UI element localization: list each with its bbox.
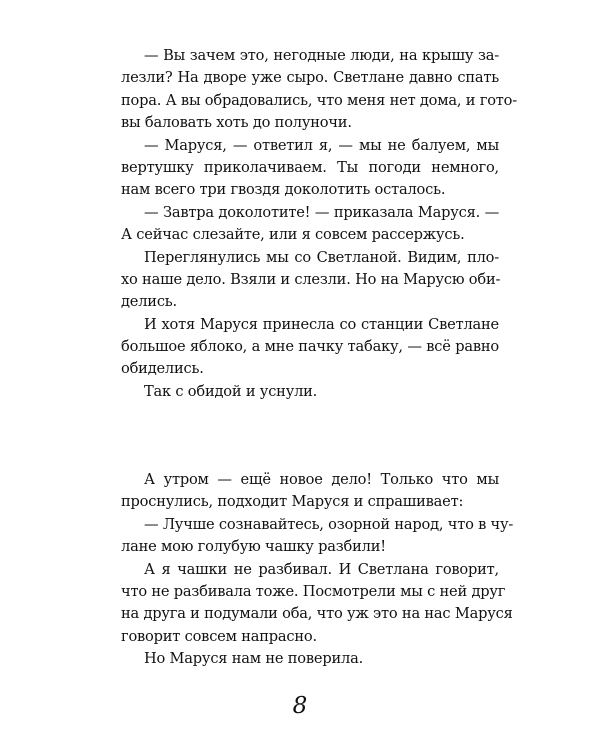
text-line: Так с обидой и уснули.: [144, 382, 318, 400]
text-line: — Маруся, — ответил я, — мы не балуем, мы: [144, 136, 499, 154]
text-line: хо наше дело. Взяли и слезли. Но на Марусю оби-: [121, 270, 501, 288]
text-line: вертушку приколачиваем. Ты погоди немного,: [121, 158, 499, 176]
text-line: говорит совсем напрасно.: [121, 627, 317, 645]
text-line: А я чашки не разбивал. И Светлана говорит,: [144, 560, 499, 578]
text-block-1: [121, 45, 517, 403]
text-line: большое яблоко, а мне пачку табаку, — всё равно: [121, 338, 499, 356]
text-line: И хотя Маруся принесла со станции Светлане: [144, 315, 499, 333]
text-line: пора. А вы обрадовались, что меня нет дома, и гото-: [121, 91, 517, 109]
text-line: на друга и подумали оба, что уж это на нас Маруся: [121, 605, 513, 623]
text-line: проснулись, подходит Маруся и спрашивает:: [121, 493, 464, 511]
text-line: лане мою голубую чашку разбили!: [121, 538, 386, 556]
text-line: — Лучше сознавайтесь, озорной народ, что в чу-: [144, 515, 514, 533]
text-line: нам всего три гвоздя доколотить осталось.: [121, 181, 446, 199]
text-line: делись.: [121, 293, 177, 311]
text-line: — Завтра доколотите! — приказала Маруся. —: [144, 203, 499, 221]
text-line: — Вы зачем это, негодные люди, на крышу за-: [144, 47, 499, 64]
text-line: что не разбивала тоже. Посмотрели мы с ней друг: [121, 582, 506, 600]
text-line: А сейчас слезайте, или я совсем рассержусь.: [121, 226, 465, 244]
text-line: А утром — ещё новое дело! Только что мы: [144, 471, 499, 488]
text-line: Переглянулись мы со Светланой. Видим, пло-: [144, 248, 499, 266]
text-line: вы баловать хоть до полуночи.: [121, 114, 352, 132]
page-number: 8: [292, 693, 308, 719]
text-line: обиделись.: [121, 360, 204, 378]
text-line: лезли? На дворе уже сыро. Светлане давно спать: [121, 69, 499, 87]
text-block-2: [121, 469, 514, 671]
text-line: Но Маруся нам не поверила.: [144, 650, 364, 668]
